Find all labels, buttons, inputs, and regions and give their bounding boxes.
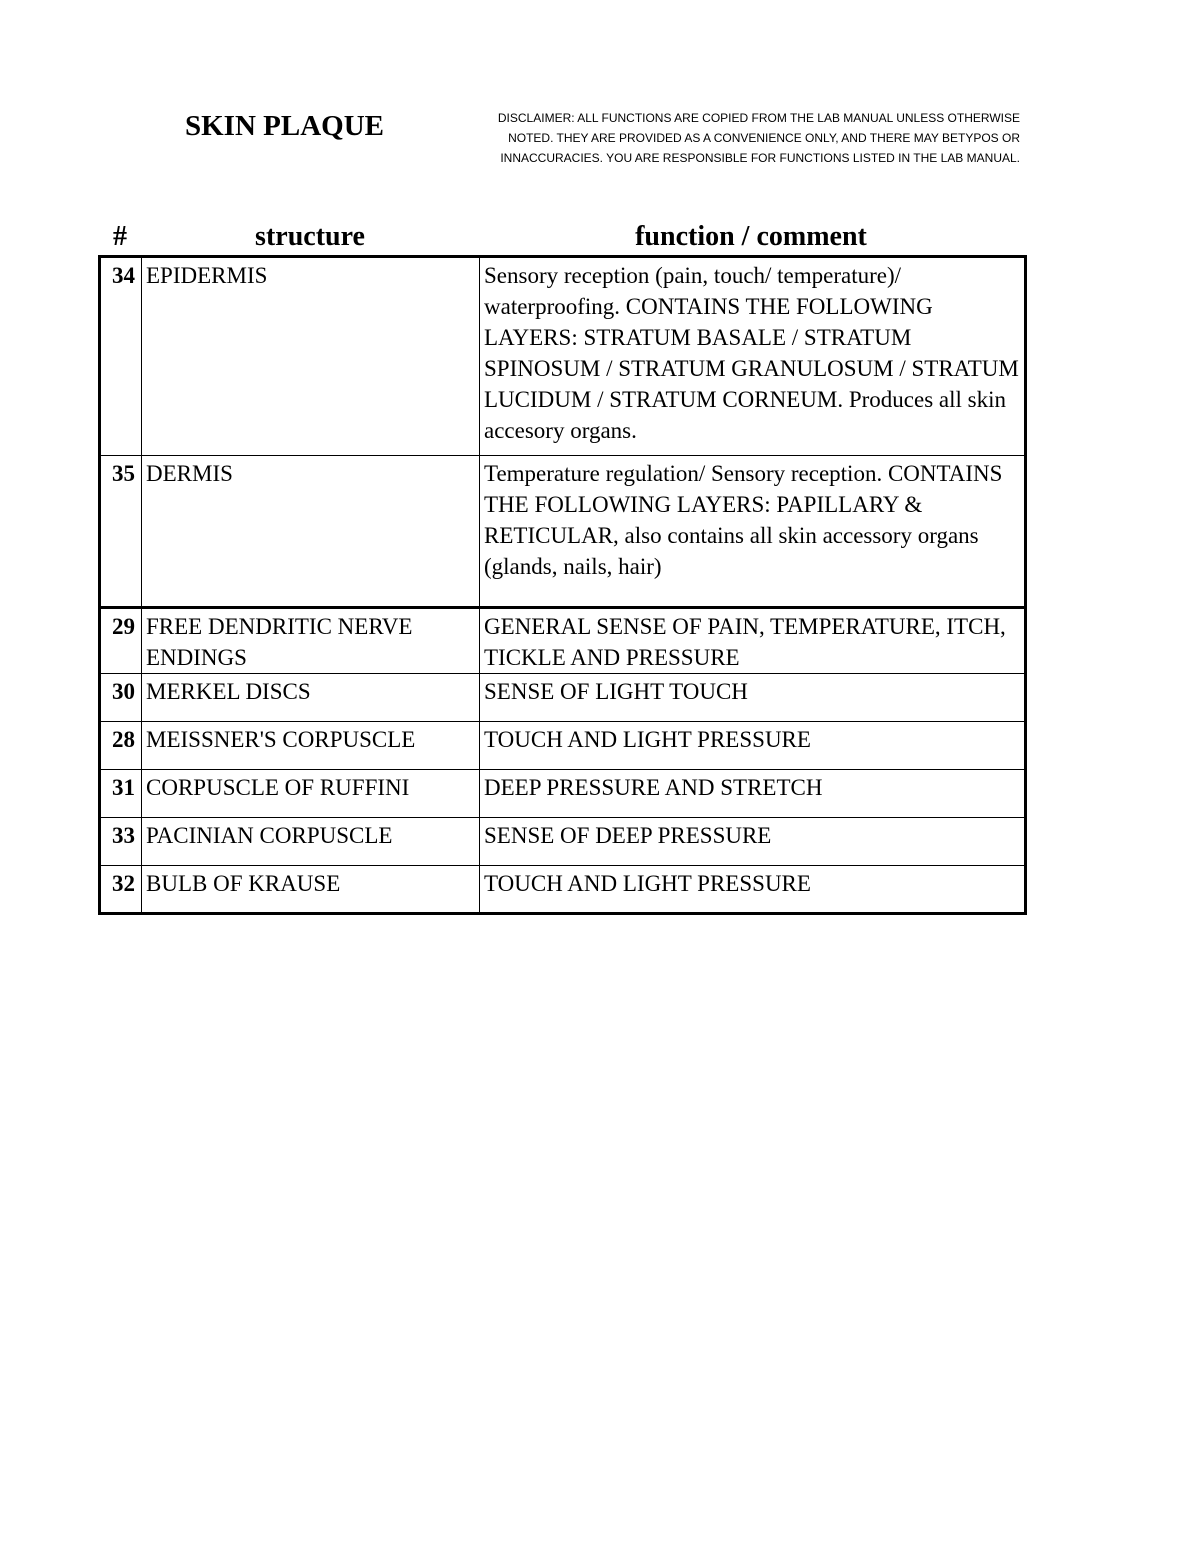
table-row bbox=[100, 818, 1026, 866]
function-cell: TOUCH AND LIGHT PRESSURE bbox=[480, 866, 1026, 914]
disclaimer-text: DISCLAIMER: ALL FUNCTIONS ARE COPIED FROM THE LAB MANUAL UNLESS OTHERWISE NOTED. THEY ARE PROVIDED AS A CONVENIENCE ONLY, AND THERE MAY BETYPOS OR INNACCURACIES. YOU ARE RESPONSIBLE FOR FUNCTIONS LISTED IN THE LAB MANUAL. bbox=[497, 111, 1020, 165]
structures-table bbox=[98, 255, 1027, 915]
function-cell: TOUCH AND LIGHT PRESSURE bbox=[480, 722, 1026, 770]
row-number: 28 bbox=[100, 722, 142, 770]
function-cell: Sensory reception (pain, touch/ temperature)/ waterproofing. CONTAINS THE FOLLOWING LAYERS: STRATUM BASALE / STRATUM SPINOSUM / STRATUM GRANULOSUM / STRATUM LUCIDUM / STRATUM CORNEUM. Produces all skin accesory organs. bbox=[480, 257, 1026, 456]
function-cell: DEEP PRESSURE AND STRETCH bbox=[480, 770, 1026, 818]
function-cell: GENERAL SENSE OF PAIN, TEMPERATURE, ITCH, TICKLE AND PRESSURE bbox=[480, 608, 1026, 674]
table-row bbox=[100, 722, 1026, 770]
row-number: 34 bbox=[100, 257, 142, 456]
column-header-function: function / comment bbox=[635, 221, 867, 252]
structure-cell: MEISSNER'S CORPUSCLE bbox=[142, 722, 480, 770]
function-cell: Temperature regulation/ Sensory reception. CONTAINS THE FOLLOWING LAYERS: PAPILLARY & RETICULAR, also contains all skin accessory organs (glands, nails, hair) bbox=[480, 456, 1026, 608]
row-number: 35 bbox=[100, 456, 142, 608]
row-number: 31 bbox=[100, 770, 142, 818]
structure-cell: EPIDERMIS bbox=[142, 257, 480, 456]
row-number: 29 bbox=[100, 608, 142, 674]
function-cell: SENSE OF DEEP PRESSURE bbox=[480, 818, 1026, 866]
row-number: 33 bbox=[100, 818, 142, 866]
structure-cell: PACINIAN CORPUSCLE bbox=[142, 818, 480, 866]
structure-cell: DERMIS bbox=[142, 456, 480, 608]
structure-cell: CORPUSCLE OF RUFFINI bbox=[142, 770, 480, 818]
structure-cell: MERKEL DISCS bbox=[142, 674, 480, 722]
page-title: SKIN PLAQUE bbox=[185, 110, 385, 142]
table-row bbox=[100, 257, 1026, 456]
structure-cell: FREE DENDRITIC NERVE ENDINGS bbox=[142, 608, 480, 674]
table-row bbox=[100, 866, 1026, 914]
column-header-number: # bbox=[113, 221, 127, 252]
row-number: 32 bbox=[100, 866, 142, 914]
table-row bbox=[100, 456, 1026, 608]
table-row bbox=[100, 770, 1026, 818]
table-row bbox=[100, 608, 1026, 674]
column-header-structure: structure bbox=[255, 221, 365, 252]
structure-cell: BULB OF KRAUSE bbox=[142, 866, 480, 914]
row-number: 30 bbox=[100, 674, 142, 722]
function-cell: SENSE OF LIGHT TOUCH bbox=[480, 674, 1026, 722]
table-row bbox=[100, 674, 1026, 722]
